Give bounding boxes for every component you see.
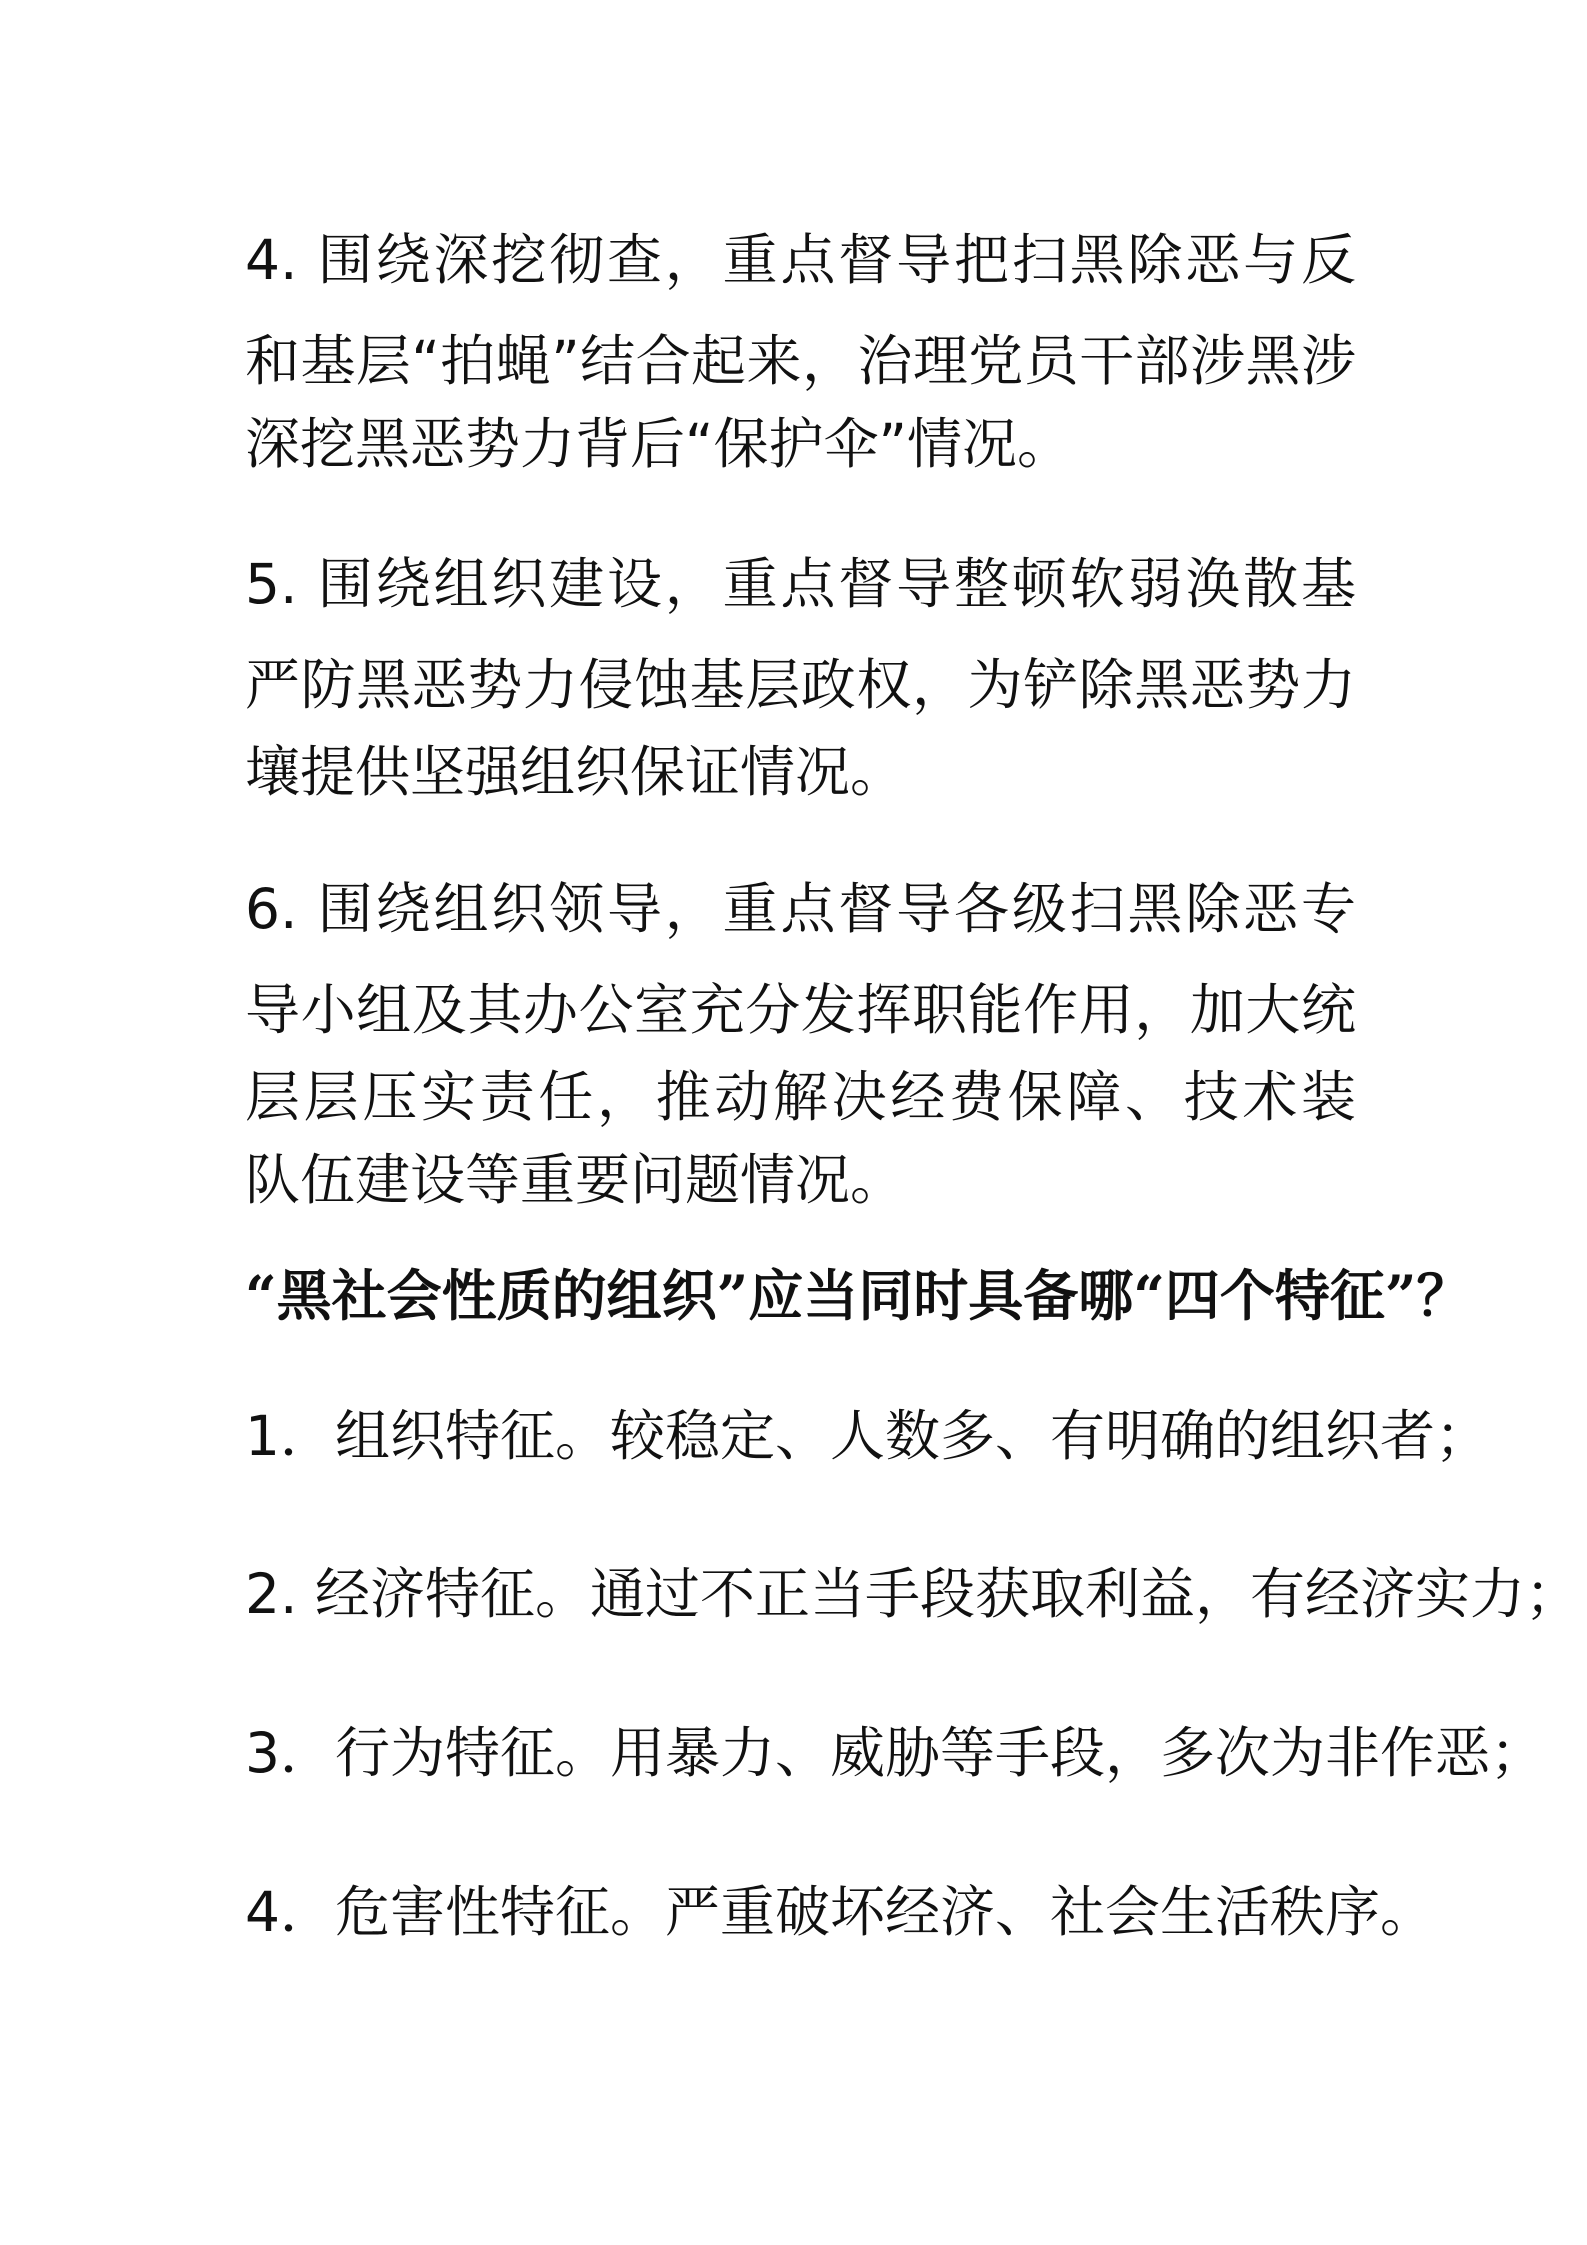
- question-heading: “黑社会性质的组织”应当同时具备哪“四个特征”？: [245, 1263, 1472, 1328]
- feature-4: 4．危害性特征。严重破坏经济、社会生活秩序。: [245, 1880, 1435, 1944]
- feature-2: 2. 经济特征。通过不正当手段获取利益，有经济实力；: [245, 1562, 1580, 1626]
- item-4-line-2: 和基层“拍蝇”结合起来，治理党员干部涉黑涉: [245, 329, 1356, 393]
- item-6-line-3: 层层压实责任，推动解决经费保障、技术装: [245, 1065, 1356, 1129]
- item-5-line-1: 5. 围绕组织建设，重点督导整顿软弱涣散基: [245, 552, 1356, 616]
- item-4-line-1: 4. 围绕深挖彻查，重点督导把扫黑除恶与反: [245, 228, 1356, 292]
- item-4-line-3: 深挖黑恶势力背后“保护伞”情况。: [245, 412, 1072, 476]
- item-6-line-4: 队伍建设等重要问题情况。: [245, 1148, 906, 1212]
- feature-3: 3．行为特征。用暴力、威胁等手段，多次为非作恶；: [245, 1721, 1545, 1785]
- item-6-line-2: 导小组及其办公室充分发挥职能作用，加大统: [245, 978, 1356, 1042]
- item-5-line-3: 壤提供坚强组织保证情况。: [245, 740, 906, 804]
- item-5-line-2: 严防黑恶势力侵蚀基层政权，为铲除黑恶势力: [245, 653, 1356, 717]
- item-6-line-1: 6. 围绕组织领导，重点督导各级扫黑除恶专: [245, 877, 1356, 941]
- feature-1: 1．组织特征。较稳定、人数多、有明确的组织者；: [245, 1404, 1490, 1468]
